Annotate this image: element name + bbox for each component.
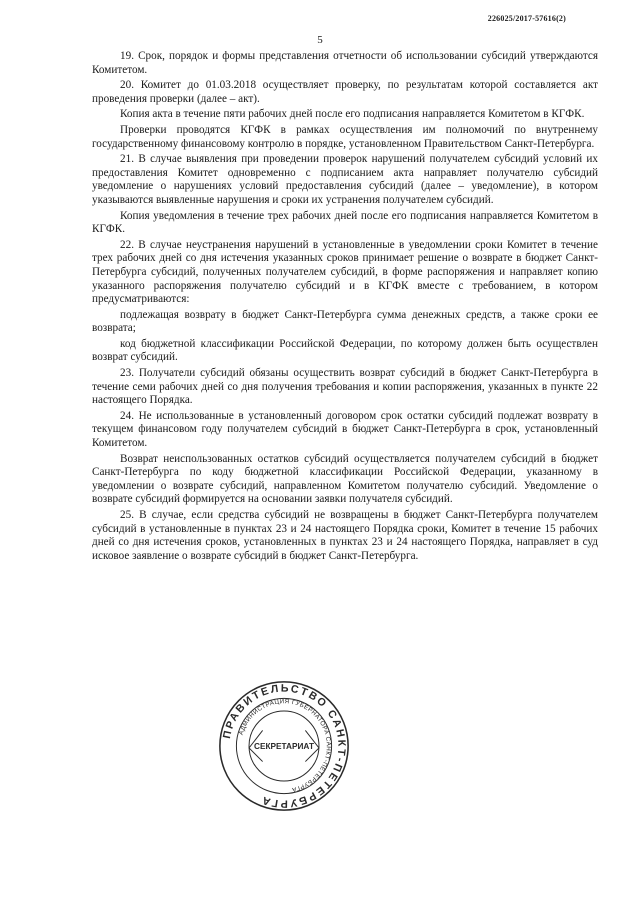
paragraph-22-item-amount: подлежащая возврату в бюджет Санкт-Петербурга сумма денежных средств, а также сроки ее возврата; (92, 308, 598, 335)
paragraph-22-item-code: код бюджетной классификации Российской Федерации, по которому должен быть осуществлен возврат субсидий. (92, 337, 598, 364)
document-number: 226025/2017-57616(2) (487, 14, 566, 23)
paragraph-24: 24. Не использованные в установленный договором срок остатки субсидий подлежат возврату в текущем финансовом году получателем субсидий в бюджет Санкт-Петербурга в срок, установленный Комитетом. (92, 409, 598, 450)
official-seal (216, 678, 352, 814)
paragraph-20-copy: Копия акта в течение пяти рабочих дней после его подписания направляется Комитетом в КГФК. (120, 108, 585, 121)
paragraph-20-inspections: Проверки проводятся КГФК в рамках осуществления им полномочий по внутреннему государственному финансовому контролю в порядке, установленном Правительством Санкт-Петербурга. (92, 123, 598, 150)
seal-outer-text: ПРАВИТЕЛЬСТВО САНКТ-ПЕТЕРБУРГА (221, 682, 348, 810)
paragraph-22: 22. В случае неустранения нарушений в установленные в уведомлении сроки Комитет в течение трех рабочих дней со дня истечения указанных сроков принимает решение о возврате в бюджет Санкт-Петербурга субсидий, полученных получателем субсидий, в форме распоряжения и направляет копию указанного распоряжения получателю субсидий и в КГФК вместе с требованием, в котором предусматриваются: (92, 238, 598, 306)
document-body (92, 50, 598, 565)
seal-center-text: СЕКРЕТАРИАТ (254, 741, 314, 751)
page-number: 5 (317, 34, 323, 46)
paragraph-19: 19. Срок, порядок и формы представления отчетности об использовании субсидий утверждаются Комитетом. (92, 50, 598, 76)
paragraph-20: 20. Комитет до 01.03.2018 осуществляет проверку, по результатам которой составляется акт проведения проверки (далее – акт). (92, 79, 598, 105)
paragraph-21-copy: Копия уведомления в течение трех рабочих дней после его подписания направляется Комитетом в КГФК. (92, 209, 598, 236)
paragraph-21: 21. В случае выявления при проведении проверок нарушений получателем субсидий условий их предоставления Комитет одновременно с подписанием акта направляет получателю субсидий уведомление о нарушениях условий предоставления субсидий (далее – уведомление), в котором указываются выявленные нарушения и сроки их устранения получателем субсидий. (92, 153, 598, 206)
seal-inner-text: АДМИНИСТРАЦИЯ ГУБЕРНАТОРА САНКТ-ПЕТЕРБУРГА (237, 698, 332, 794)
paragraph-24-return: Возврат неиспользованных остатков субсидий осуществляется получателем субсидий в бюджет Санкт-Петербурга по коду бюджетной классификации Российской Федерации, указанному в уведомлении о возврате субсидий, направленном Комитетом получателю субсидий. Уведомление о возврате субсидий формируется на основании заявки получателя субсидий. (92, 452, 598, 506)
paragraph-23: 23. Получатели субсидий обязаны осуществить возврат субсидий в бюджет Санкт-Петербурга в течение семи рабочих дней со дня получения требования и копии распоряжения, указанных в пункте 22 настоящего Порядка. (92, 367, 598, 407)
paragraph-25: 25. В случае, если средства субсидий не возвращены в бюджет Санкт-Петербурга получателем субсидий в установленные в пунктах 23 и 24 настоящего Порядка сроки, Комитет в течение 15 рабочих дней со дня истечения сроков, установленных в пунктах 23 и 24 настоящего Порядка, направляет в суд исковое заявление о возврате субсидий в бюджет Санкт-Петербурга. (92, 509, 598, 562)
